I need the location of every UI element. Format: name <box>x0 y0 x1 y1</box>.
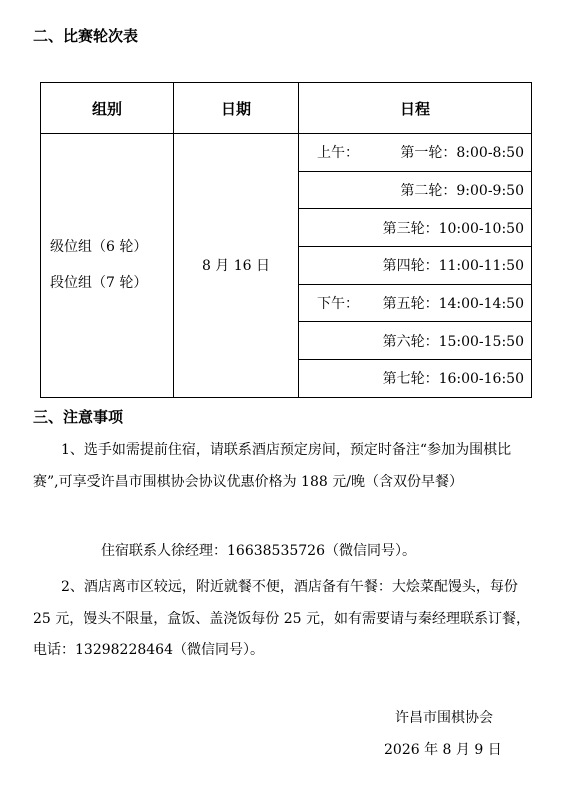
round-label: 第六轮：15:00-15:50 <box>382 333 524 350</box>
notice-paragraph-lodging: 1、选手如需提前住宿，请联系酒店预定房间，预定时备注“参加为围棋比赛”,可享受许昌市围棋协会协议优惠价格为 188 元/晚（含双份早餐） <box>33 442 512 490</box>
round-label: 第二轮：9:00-9:50 <box>400 183 524 200</box>
section-heading-schedule: 二、比赛轮次表 <box>33 27 139 45</box>
group-kyu: 级位组（6 轮） <box>50 239 148 256</box>
round-label: 第一轮：8:00-8:50 <box>400 145 524 162</box>
signature-organization: 许昌市围棋协会 <box>395 710 493 726</box>
group-dan: 段位组（7 轮） <box>50 275 148 292</box>
round-cell <box>299 247 532 285</box>
period-label: 上午： <box>317 145 359 162</box>
round-cell <box>299 209 532 247</box>
table-row <box>41 134 532 172</box>
group-cell <box>41 134 174 398</box>
round-cell <box>299 322 532 360</box>
schedule-table <box>40 82 532 398</box>
period-label: 下午： <box>317 296 359 313</box>
round-cell <box>299 134 532 172</box>
round-label: 第五轮：14:00-14:50 <box>382 296 524 313</box>
round-cell <box>299 360 532 398</box>
lodging-contact: 住宿联系人徐经理：16638535726（微信同号）。 <box>101 543 416 559</box>
section-heading-notes: 三、注意事项 <box>33 408 124 426</box>
header-schedule: 日程 <box>299 83 532 134</box>
round-label: 第四轮：11:00-11:50 <box>382 258 524 275</box>
date-cell: 8 月 16 日 <box>174 134 299 398</box>
round-label: 第七轮：16:00-16:50 <box>382 371 524 388</box>
round-cell <box>299 284 532 322</box>
header-date: 日期 <box>174 83 299 134</box>
signature-date: 2026 年 8 月 9 日 <box>384 742 502 758</box>
header-group: 组别 <box>41 83 174 134</box>
table-header-row <box>41 83 532 134</box>
notice-paragraph-meals: 2、酒店离市区较远，附近就餐不便，酒店备有午餐：大烩菜配馒头，每份 25 元，馒头不限量，盒饭、盖浇饭每份 25 元，如有需要请与秦经理联系订餐，电话：13298228464（微信同号）。 <box>33 579 530 658</box>
round-label: 第三轮：10:00-10:50 <box>382 220 524 237</box>
round-cell <box>299 171 532 209</box>
